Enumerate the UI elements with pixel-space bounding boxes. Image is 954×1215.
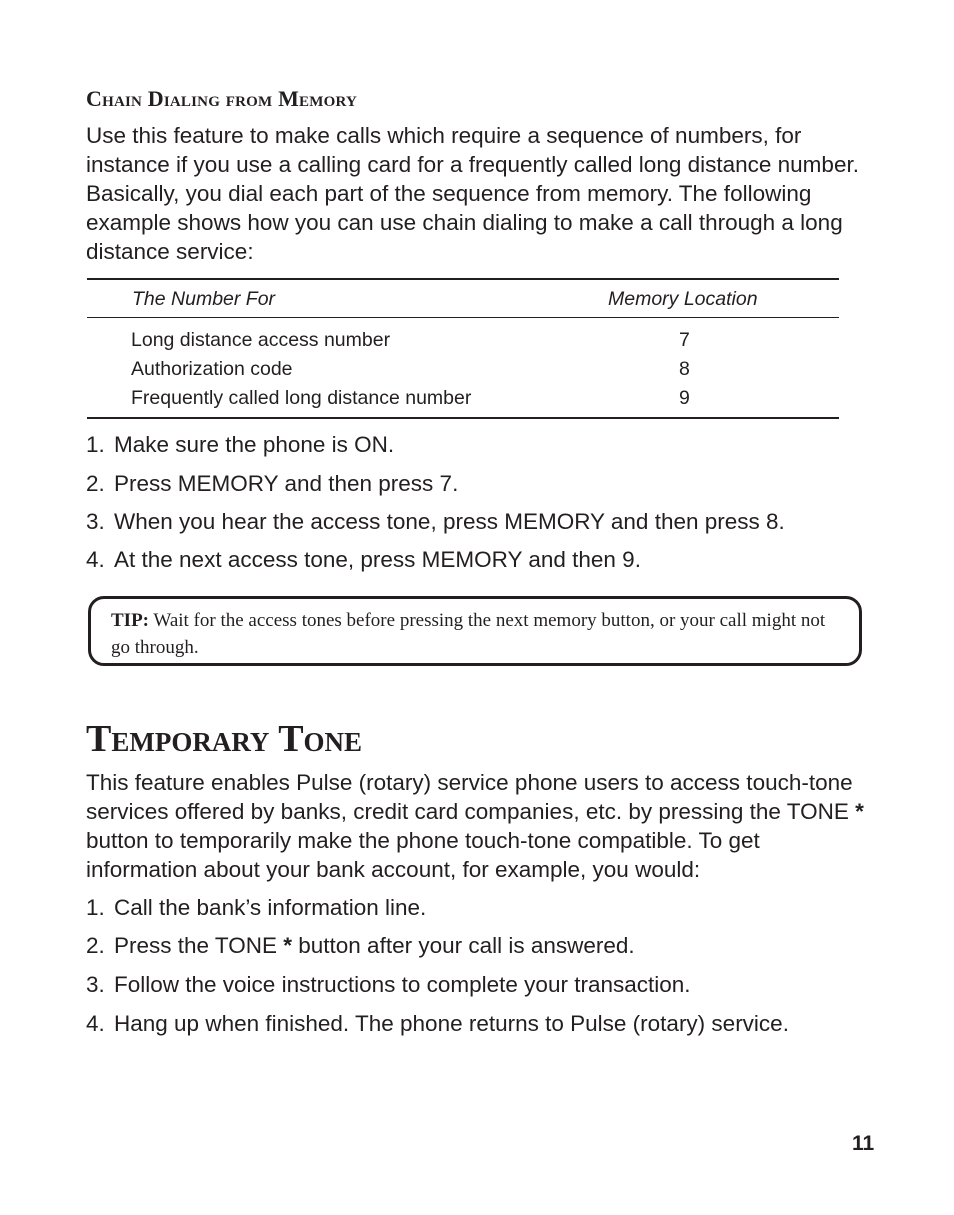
tip-text: TIP: Wait for the access tones before pressing the next memory button, or your call might not go through. [111, 610, 826, 658]
page-number: 11 [852, 1132, 875, 1155]
list-item: 1. Call the bank’s information line. [86, 895, 427, 920]
tip-box [88, 596, 862, 666]
table-top-rule [87, 278, 839, 280]
list-item: 2. Press MEMORY and then press 7. [86, 471, 459, 496]
list-item: 2. Press the TONE * button after your call is answered. [86, 933, 635, 958]
table-bottom-rule [87, 417, 839, 419]
chain-dialing-intro: Use this feature to make calls which require a sequence of numbers, for instance if you use a calling card for a frequently called long distance number. Basically, you dial each part of the sequence from memory. The following example shows how you can use chain dialing to make a call through a long distance service: [86, 123, 859, 264]
list-item: 3. When you hear the access tone, press MEMORY and then press 8. [86, 509, 785, 534]
table-header-memory-location: Memory Location [608, 288, 758, 310]
star-key-symbol: * [283, 933, 292, 958]
table-header-number-for: The Number For [132, 288, 276, 310]
section-heading-chain-dialing: Chain Dialing from Memory [86, 86, 358, 111]
table-row-location: 9 [679, 387, 690, 409]
table-header-rule [87, 317, 839, 318]
list-item: 4. At the next access tone, press MEMORY and then 9. [86, 547, 641, 572]
star-key-symbol: * [855, 799, 864, 824]
list-item: 4. Hang up when finished. The phone returns to Pulse (rotary) service. [86, 1011, 789, 1036]
table-row-label: Authorization code [131, 358, 293, 380]
temporary-tone-intro: This feature enables Pulse (rotary) service phone users to access touch-tone services offered by banks, credit card companies, etc. by pressing the TONE * button to temporarily make the phone touch-tone compatible. To get information about your bank account, for example, you would: [86, 770, 864, 882]
list-item: 3. Follow the voice instructions to complete your transaction. [86, 972, 691, 997]
table-row-label: Frequently called long distance number [131, 387, 472, 409]
table-row-location: 7 [679, 329, 690, 351]
table-row-label: Long distance access number [131, 329, 391, 351]
list-item: 1. Make sure the phone is ON. [86, 432, 395, 457]
tip-label: TIP: [111, 610, 149, 631]
section-heading-temporary-tone: Temporary Tone [86, 718, 363, 760]
table-row-location: 8 [679, 358, 690, 380]
